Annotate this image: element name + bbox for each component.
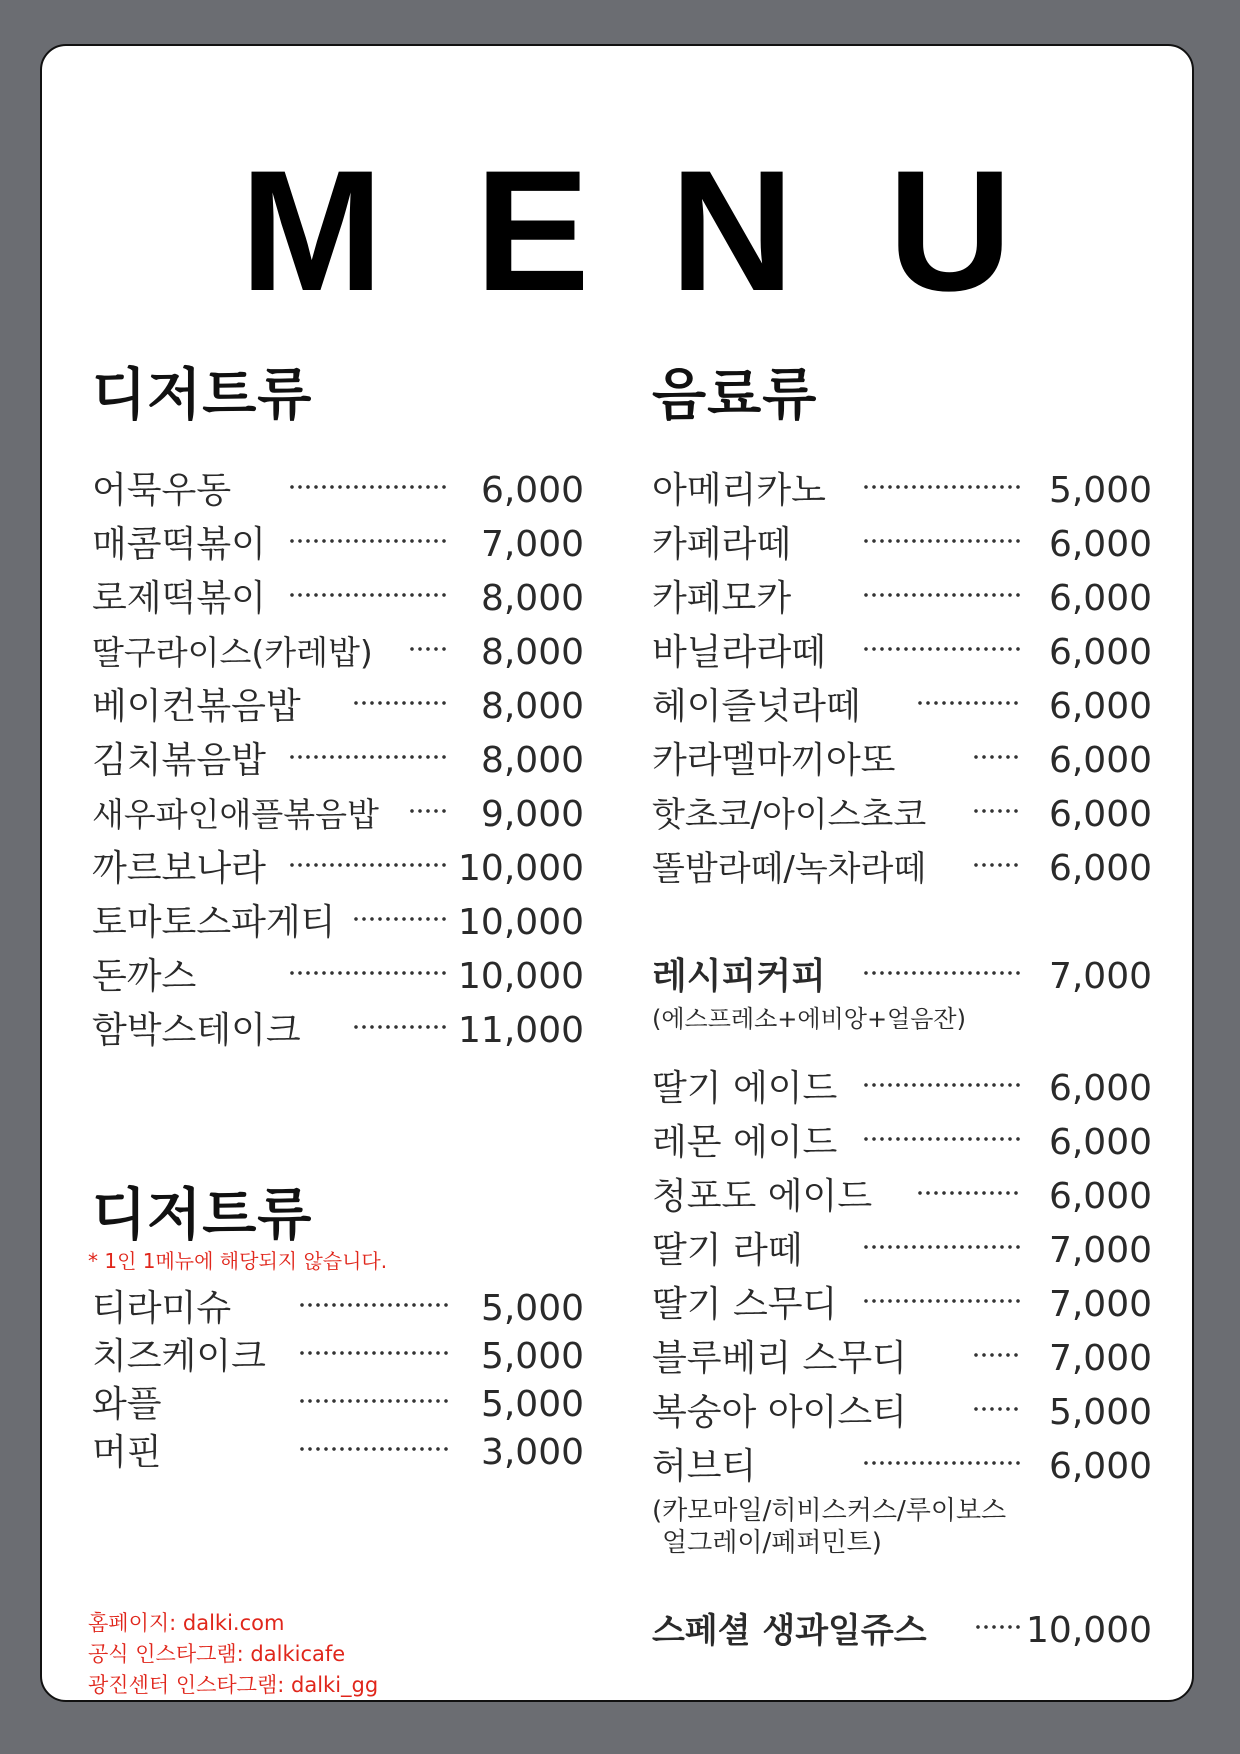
- menu-item: [92, 1382, 584, 1428]
- menu-item: [652, 1444, 1152, 1490]
- item-price: 10,000: [458, 902, 584, 943]
- menu-item: [92, 954, 584, 1000]
- item-name: 딸기 에이드: [652, 1068, 838, 1109]
- item-price: 5,000: [1048, 1392, 1152, 1433]
- menu-item: [92, 792, 584, 838]
- dot-leader: [972, 754, 1022, 760]
- item-price: 3,000: [480, 1432, 584, 1473]
- dot-leader: [352, 700, 448, 706]
- item-name: 똘밤라떼/녹차라떼: [652, 849, 927, 889]
- item-name: 매콤떡볶이: [92, 524, 266, 565]
- item-name: 까르보나라: [92, 848, 266, 889]
- item-price: 5,000: [480, 1288, 584, 1329]
- item-name: 카라멜마끼아또: [652, 740, 896, 781]
- dot-leader: [288, 484, 448, 490]
- menu-item: [92, 900, 584, 946]
- item-price: 6,000: [1048, 1446, 1152, 1487]
- item-name: 머핀: [92, 1432, 162, 1473]
- menu-item-recipe-coffee: [652, 954, 1152, 1000]
- item-price: 8,000: [480, 740, 584, 781]
- dot-leader: [862, 538, 1022, 544]
- dot-leader: [862, 1136, 1022, 1142]
- menu-item: [652, 1336, 1152, 1382]
- item-price: 8,000: [480, 686, 584, 727]
- item-price: 5,000: [480, 1384, 584, 1425]
- dot-leader: [862, 970, 1022, 976]
- dot-leader: [288, 862, 448, 868]
- item-name: 새우파인애플볶음밥: [92, 795, 379, 834]
- dot-leader: [298, 1446, 448, 1452]
- section-note: * 1인 1메뉴에 해당되지 않습니다.: [88, 1249, 388, 1273]
- title-letter-m: M: [240, 135, 384, 327]
- menu-item: [92, 1008, 584, 1054]
- footer-branch-instagram: 광진센터 인스타그램: dalki_gg: [88, 1673, 379, 1697]
- menu-item: [92, 846, 584, 892]
- dot-leader: [298, 1302, 448, 1308]
- menu-item: [92, 684, 584, 730]
- dot-leader: [862, 592, 1022, 598]
- item-name: 딸기 라떼: [652, 1230, 803, 1271]
- item-price: 9,000: [480, 794, 584, 835]
- item-name: 바닐라라떼: [652, 632, 826, 673]
- menu-item: [652, 1390, 1152, 1436]
- item-price: 7,000: [1048, 956, 1152, 997]
- item-price: 11,000: [458, 1010, 584, 1051]
- item-name: 치즈케이크: [92, 1336, 266, 1377]
- item-name: 헤이즐넛라떼: [652, 686, 861, 727]
- item-name: 복숭아 아이스티: [652, 1392, 907, 1433]
- item-name: 돈까스: [92, 956, 197, 997]
- menu-item: [92, 630, 584, 676]
- item-price: 7,000: [1048, 1338, 1152, 1379]
- menu-item: [652, 846, 1152, 892]
- item-price: 6,000: [1048, 1176, 1152, 1217]
- dot-leader: [862, 646, 1022, 652]
- title-letter-e: E: [475, 135, 590, 327]
- item-name: 카페모카: [652, 578, 792, 619]
- item-price: 7,000: [1048, 1230, 1152, 1271]
- section-heading-dessert-sweet: 디저트류: [92, 1183, 313, 1248]
- item-price: 8,000: [480, 578, 584, 619]
- item-name: 토마토스파게티: [92, 902, 336, 943]
- item-name: 함박스테이크: [92, 1010, 301, 1051]
- dot-leader: [972, 1406, 1022, 1412]
- menu-item: [652, 1066, 1152, 1112]
- item-name: 딸구라이스(카레밥): [92, 633, 373, 672]
- dot-leader: [408, 808, 448, 814]
- item-price: 6,000: [1048, 1122, 1152, 1163]
- item-price: 7,000: [480, 524, 584, 565]
- item-price: 8,000: [480, 632, 584, 673]
- item-price: 10,000: [458, 848, 584, 889]
- item-name: 로제떡볶이: [92, 578, 266, 619]
- menu-item: [652, 738, 1152, 784]
- menu-item: [652, 1120, 1152, 1166]
- item-name: 아메리카노: [652, 470, 826, 511]
- dot-leader: [352, 1024, 448, 1030]
- item-price: 10,000: [1026, 1610, 1152, 1651]
- item-name: 어묵우동: [92, 470, 232, 511]
- dot-leader: [974, 1624, 1020, 1630]
- item-price: 7,000: [1048, 1284, 1152, 1325]
- item-name: 핫초코/아이스초코: [652, 795, 927, 835]
- menu-item: [652, 1174, 1152, 1220]
- footer-homepage: 홈페이지: dalki.com: [88, 1611, 285, 1635]
- menu-item: [92, 576, 584, 622]
- item-name: 스페셜 생과일쥬스: [652, 1611, 927, 1651]
- footer-instagram: 공식 인스타그램: dalkicafe: [88, 1642, 346, 1666]
- dot-leader: [972, 808, 1022, 814]
- dot-leader: [298, 1398, 448, 1404]
- item-name: 레몬 에이드: [652, 1122, 838, 1163]
- item-price: 6,000: [1048, 578, 1152, 619]
- menu-card: [40, 44, 1194, 1702]
- item-name: 청포도 에이드: [652, 1176, 873, 1217]
- herb-tea-description-line-2: 얼그레이/페퍼민트): [662, 1528, 882, 1558]
- item-name: 레시피커피: [652, 956, 826, 997]
- item-name: 카페라떼: [652, 524, 792, 565]
- menu-item: [92, 468, 584, 514]
- item-price: 6,000: [1048, 632, 1152, 673]
- dot-leader: [862, 1082, 1022, 1088]
- item-price: 6,000: [480, 470, 584, 511]
- menu-item-special-juice: [652, 1608, 1152, 1654]
- item-name: 티라미슈: [92, 1288, 232, 1329]
- item-price: 6,000: [1048, 524, 1152, 565]
- menu-item: [652, 576, 1152, 622]
- item-price: 5,000: [480, 1336, 584, 1377]
- item-name: 김치볶음밥: [92, 740, 266, 781]
- dot-leader: [972, 1352, 1022, 1358]
- menu-item: [652, 1228, 1152, 1274]
- dot-leader: [862, 484, 1022, 490]
- menu-item: [92, 522, 584, 568]
- title-letter-u: U: [888, 135, 1013, 327]
- dot-leader: [916, 1190, 1022, 1196]
- item-name: 베이컨볶음밥: [92, 686, 301, 727]
- menu-item: [652, 792, 1152, 838]
- dot-leader: [288, 970, 448, 976]
- dot-leader: [862, 1298, 1022, 1304]
- dot-leader: [972, 862, 1022, 868]
- dot-leader: [298, 1350, 448, 1356]
- menu-item: [652, 630, 1152, 676]
- menu-title: [42, 135, 1196, 327]
- section-heading-dessert-main: 디저트류: [92, 363, 313, 428]
- item-price: 6,000: [1048, 848, 1152, 889]
- menu-item: [652, 468, 1152, 514]
- menu-item: [92, 738, 584, 784]
- item-price: 6,000: [1048, 794, 1152, 835]
- recipe-description: (에스프레소+에비앙+얼음잔): [652, 1005, 966, 1033]
- item-name: 딸기 스무디: [652, 1284, 838, 1325]
- item-name: 허브티: [652, 1446, 757, 1487]
- dot-leader: [288, 592, 448, 598]
- dot-leader: [862, 1244, 1022, 1250]
- menu-item: [652, 1282, 1152, 1328]
- dot-leader: [288, 754, 448, 760]
- menu-item: [92, 1430, 584, 1476]
- dot-leader: [862, 1460, 1022, 1466]
- footer-info: [88, 1608, 378, 1701]
- menu-item: [92, 1286, 584, 1332]
- item-name: 와플: [92, 1384, 162, 1425]
- menu-item: [652, 522, 1152, 568]
- dot-leader: [288, 538, 448, 544]
- title-letter-n: N: [670, 135, 795, 327]
- dot-leader: [916, 700, 1022, 706]
- dot-leader: [352, 916, 448, 922]
- item-price: 5,000: [1048, 470, 1152, 511]
- item-name: 블루베리 스무디: [652, 1338, 907, 1379]
- menu-item: [92, 1334, 584, 1380]
- dot-leader: [408, 646, 448, 652]
- item-price: 6,000: [1048, 686, 1152, 727]
- item-price: 6,000: [1048, 740, 1152, 781]
- herb-tea-description-line-1: (카모마일/히비스커스/루이보스: [652, 1496, 1007, 1526]
- item-price: 6,000: [1048, 1068, 1152, 1109]
- item-price: 10,000: [458, 956, 584, 997]
- menu-item: [652, 684, 1152, 730]
- section-heading-drinks: 음료류: [652, 363, 818, 428]
